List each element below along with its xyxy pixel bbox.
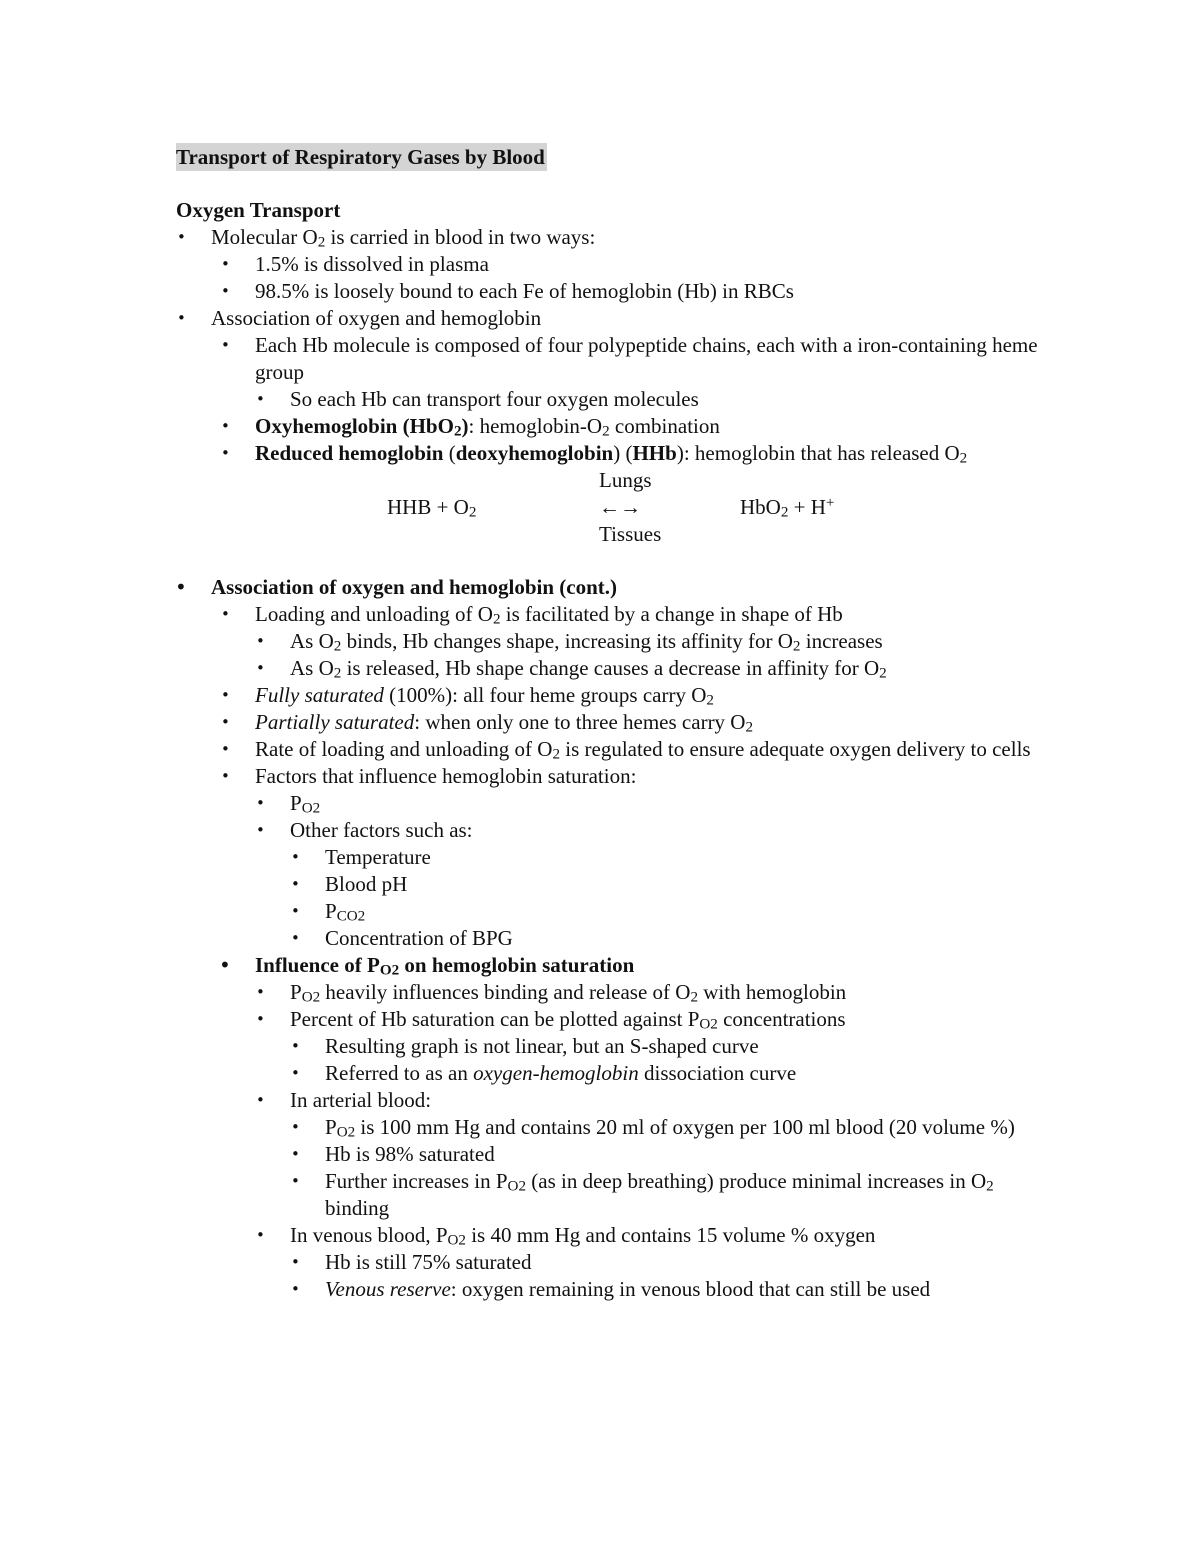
list-item: • Blood pH [325,871,1056,898]
list-item: • In arterial blood: • $P_{O2}$ is 100 mm Hg and contains 20 ml of oxygen per 100 ml blood (20 volume %) • Hb is 98% saturated • Further increases in $P_{O2}$ (as in deep breathing) produce minimal increases in $O_2$ binding [290,1087,1056,1222]
list-item: • Hb is 98% saturated [325,1141,1056,1168]
list-item: • Association of oxygen and hemoglobin • Each Hb molecule is composed of four polypeptide chains, each with a iron-containing heme group • So each Hb can transport four oxygen molecules • Oxyhemoglobin (HbO$_2$): hemoglobin-$O_2$ combination • Reduced hemoglobin (deoxyhemoglobin) (HHb): hemoglobin that has released $O_2$ [211,305,1056,467]
list-item: • $P_{O2}$ [290,790,1056,817]
list-item: • Venous reserve: oxygen remaining in venous blood that can still be used [325,1276,1056,1303]
equation-left: HHB + $O_2$ [387,495,477,521]
list-item: • Further increases in $P_{O2}$ (as in deep breathing) produce minimal increases in $O_2$ binding [325,1168,1056,1222]
list-item: • Factors that influence hemoglobin saturation: • $P_{O2}$ • Other factors such as: • Temperature • Blood pH • $P_{CO2}$ • Concentration of BPG [255,763,1056,952]
list-item: • Each Hb molecule is composed of four polypeptide chains, each with a iron-containing heme group • So each Hb can transport four oxygen molecules [255,332,1056,413]
outline-list [176,224,1056,467]
list-item: • As $O_2$ binds, Hb changes shape, increasing its affinity for $O_2$ increases [290,628,1056,655]
list-item: • $P_{O2}$ heavily influences binding and release of $O_2$ with hemoglobin [290,979,1056,1006]
list-item: • Oxyhemoglobin (HbO$_2$): hemoglobin-$O_2$ combination [255,413,1056,440]
list-item: • Other factors such as: • Temperature • Blood pH • $P_{CO2}$ • Concentration of BPG [290,817,1056,952]
list-item: • As $O_2$ is released, Hb shape change causes a decrease in affinity for $O_2$ [290,655,1056,682]
list-item: • In venous blood, $P_{O2}$ is 40 mm Hg and contains 15 volume % oxygen • Hb is still 75% saturated • Venous reserve: oxygen remaining in venous blood that can still be used [290,1222,1056,1303]
section-heading-oxygen-transport: Oxygen Transport [176,198,341,222]
list-item: • $P_{CO2}$ [325,898,1056,925]
section-heading-influence-po2: Influence of $P_{O2}$ on hemoglobin saturation [255,953,635,979]
list-item: • 1.5% is dissolved in plasma [255,251,1056,278]
list-item: • Loading and unloading of $O_2$ is facilitated by a change in shape of Hb • As $O_2$ binds, Hb changes shape, increasing its affinity for $O_2$ increases • As $O_2$ is released, Hb shape change causes a decrease in affinity for $O_2$ [255,601,1056,682]
list-item: • Partially saturated: when only one to three hemes carry $O_2$ [255,709,1056,736]
list-item: • Rate of loading and unloading of $O_2$ is regulated to ensure adequate oxygen delivery to cells [255,736,1056,763]
list-item: • Reduced hemoglobin (deoxyhemoglobin) (HHb): hemoglobin that has released $O_2$ [255,440,1056,467]
list-item: • Percent of Hb saturation can be plotted against $P_{O2}$ concentrations • Resulting graph is not linear, but an S-shaped curve • Referred to as an oxygen-hemoglobin dissociation curve [290,1006,1056,1087]
list-item [255,952,1056,1303]
list-item: • $P_{O2}$ is 100 mm Hg and contains 20 ml of oxygen per 100 ml blood (20 volume %) [325,1114,1056,1141]
equation-label-tissues: Tissues [599,522,662,546]
list-item [211,574,1056,1303]
list-item: • So each Hb can transport four oxygen molecules [290,386,1056,413]
list-item: • Temperature [325,844,1056,871]
list-item: • Molecular $O_2$ is carried in blood in two ways: • 1.5% is dissolved in plasma • 98.5% is loosely bound to each Fe of hemoglobin (Hb) in RBCs [211,224,1056,305]
list-item: • Hb is still 75% saturated [325,1249,1056,1276]
page-title: Transport of Respiratory Gases by Blood [176,145,545,169]
document-page [176,143,1056,1303]
section-heading-association-cont: Association of oxygen and hemoglobin (cont.) [211,575,618,599]
reversible-arrow: ←→ [599,495,641,519]
list-item: • Fully saturated (100%): all four heme groups carry $O_2$ [255,682,1056,709]
list-item: • Concentration of BPG [325,925,1056,952]
list-item: • Resulting graph is not linear, but an S-shaped curve [325,1033,1056,1060]
reaction-equation [176,467,1056,548]
equation-right: HbO$_2$ + H+ [740,495,835,521]
equation-label-lungs: Lungs [599,468,652,492]
outline-list-continued [176,574,1056,1303]
list-item: • Referred to as an oxygen-hemoglobin dissociation curve [325,1060,1056,1087]
list-item: • 98.5% is loosely bound to each Fe of hemoglobin (Hb) in RBCs [255,278,1056,305]
